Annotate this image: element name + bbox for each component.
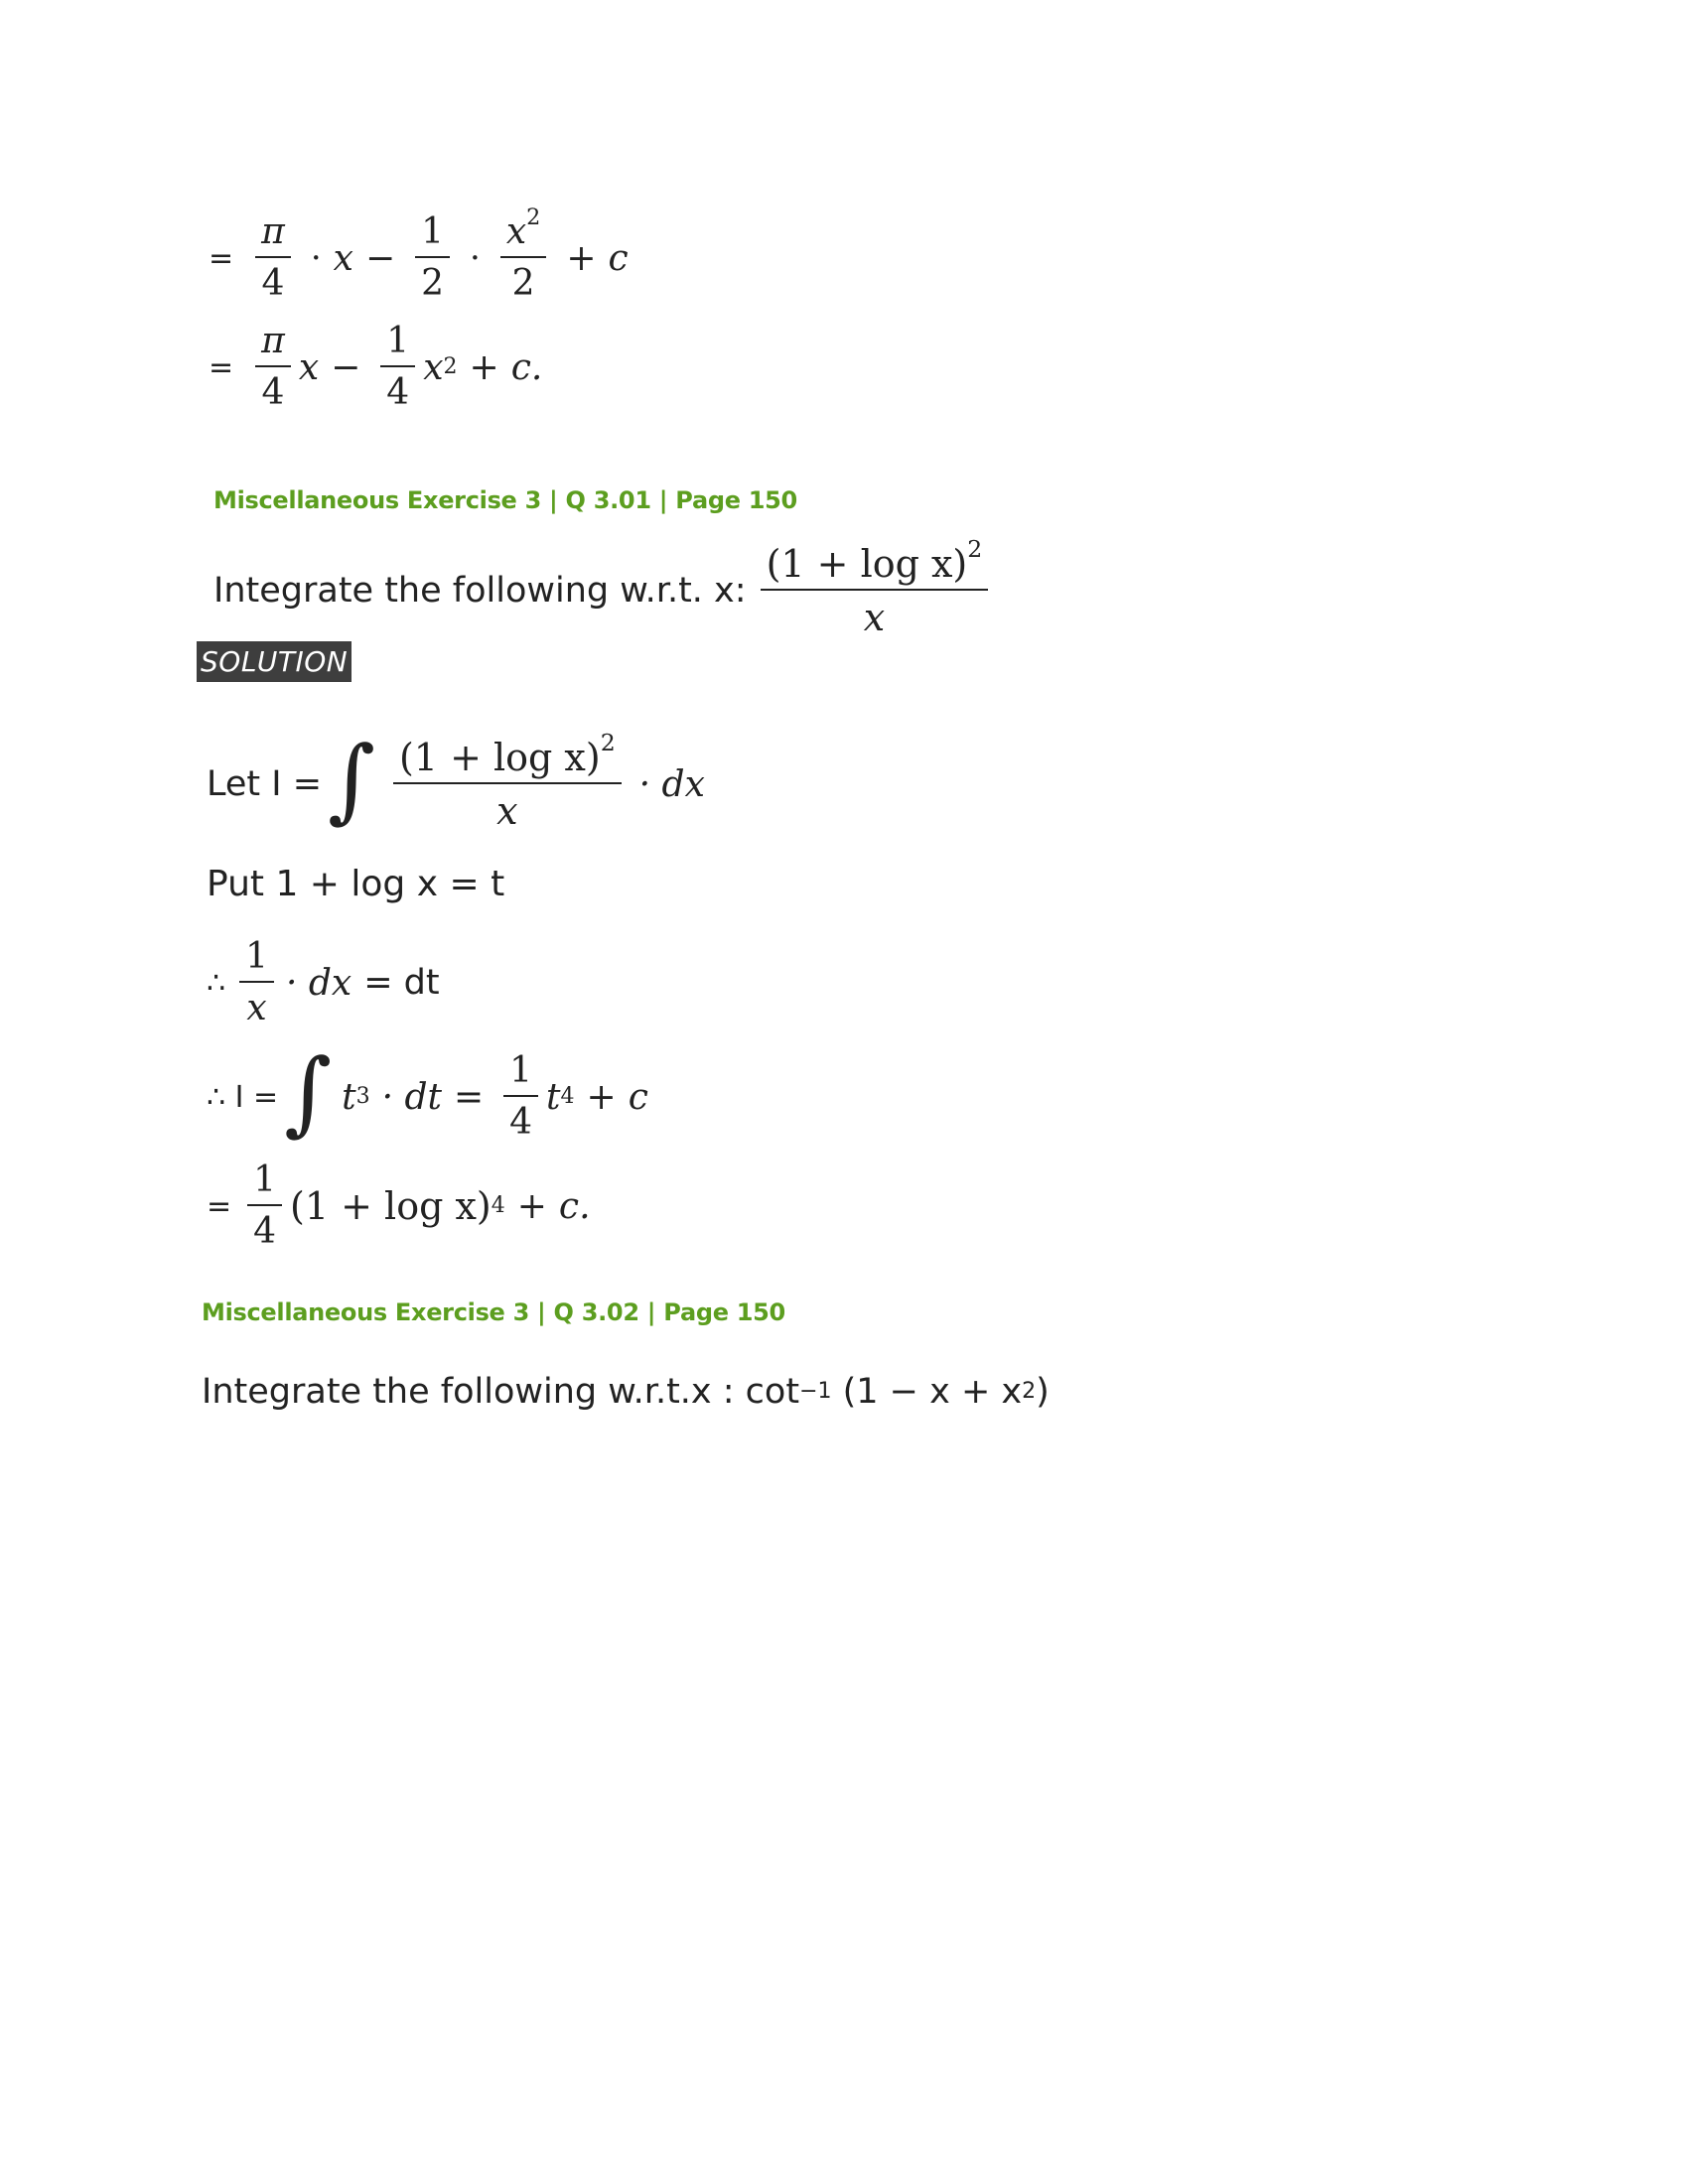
question-q3-01 — [213, 531, 996, 650]
solution-step-let-i: Let I = ∫ $\frac{(1 + \log x)^2}{x}$ · dx — [207, 727, 705, 833]
exercise-header-q3-02: Miscellaneous Exercise 3 | Q 3.02 | Page 150 — [202, 1298, 785, 1326]
integrand-fraction: $\frac{(1 + \log x)^2}{x}$ — [393, 739, 622, 830]
question-q3-02: Integrate the following w.r.t.x : cot −1 (1 − x + x 2 ) — [202, 1372, 1050, 1412]
fraction-1-over-2: $\frac{1}{2}$ — [415, 214, 450, 302]
fraction-pi-over-4: $\frac{\pi}{4}$ — [255, 214, 291, 302]
prev-solution-line-2: = $\frac{\pi}{4}$ x − $\frac{1}{4}$ x 2 + c. — [209, 321, 543, 413]
exercise-header-q3-01: Miscellaneous Exercise 3 | Q 3.01 | Page 150 — [213, 486, 797, 514]
fraction-1-over-4: $\frac{1}{4}$ — [380, 324, 415, 411]
fraction-x2-over-2: $\frac{x^2}{2}$ — [500, 214, 547, 302]
prev-solution-line-1: = $\frac{\pi}{4}$ · x − $\frac{1}{2}$ · $\frac{x^2}{2}$ + c — [209, 205, 629, 304]
solution-step-result: = $\frac{1}{4}$ (1 + log x) 4 + c. — [207, 1160, 591, 1252]
question-text: Integrate the following w.r.t. x: — [213, 571, 747, 611]
solution-label: SOLUTION — [197, 641, 352, 682]
equals-sign: = — [209, 349, 234, 385]
question-fraction: $\frac{(1 + \log x)^2}{x}$ — [761, 545, 989, 636]
solution-step-differential: ∴ $\frac{1}{x}$ · dx = dt — [207, 936, 440, 1028]
fraction-1-over-4: $\frac{1}{4}$ — [247, 1162, 282, 1250]
fraction-pi-over-4: $\frac{\pi}{4}$ — [255, 324, 291, 411]
solution-step-substitution: Put 1 + log x = t — [207, 863, 505, 904]
solution-step-integrate: ∴ I = ∫ t 3 · dt = $\frac{1}{4}$ t 4 + c — [207, 1039, 648, 1146]
integral-sign: ∫ — [328, 727, 375, 833]
fraction-1-over-4: $\frac{1}{4}$ — [503, 1053, 538, 1141]
fraction-1-over-x: $\frac{1}{x}$ — [239, 939, 274, 1026]
equals-sign: = — [209, 240, 234, 276]
integral-sign: ∫ — [284, 1039, 333, 1146]
